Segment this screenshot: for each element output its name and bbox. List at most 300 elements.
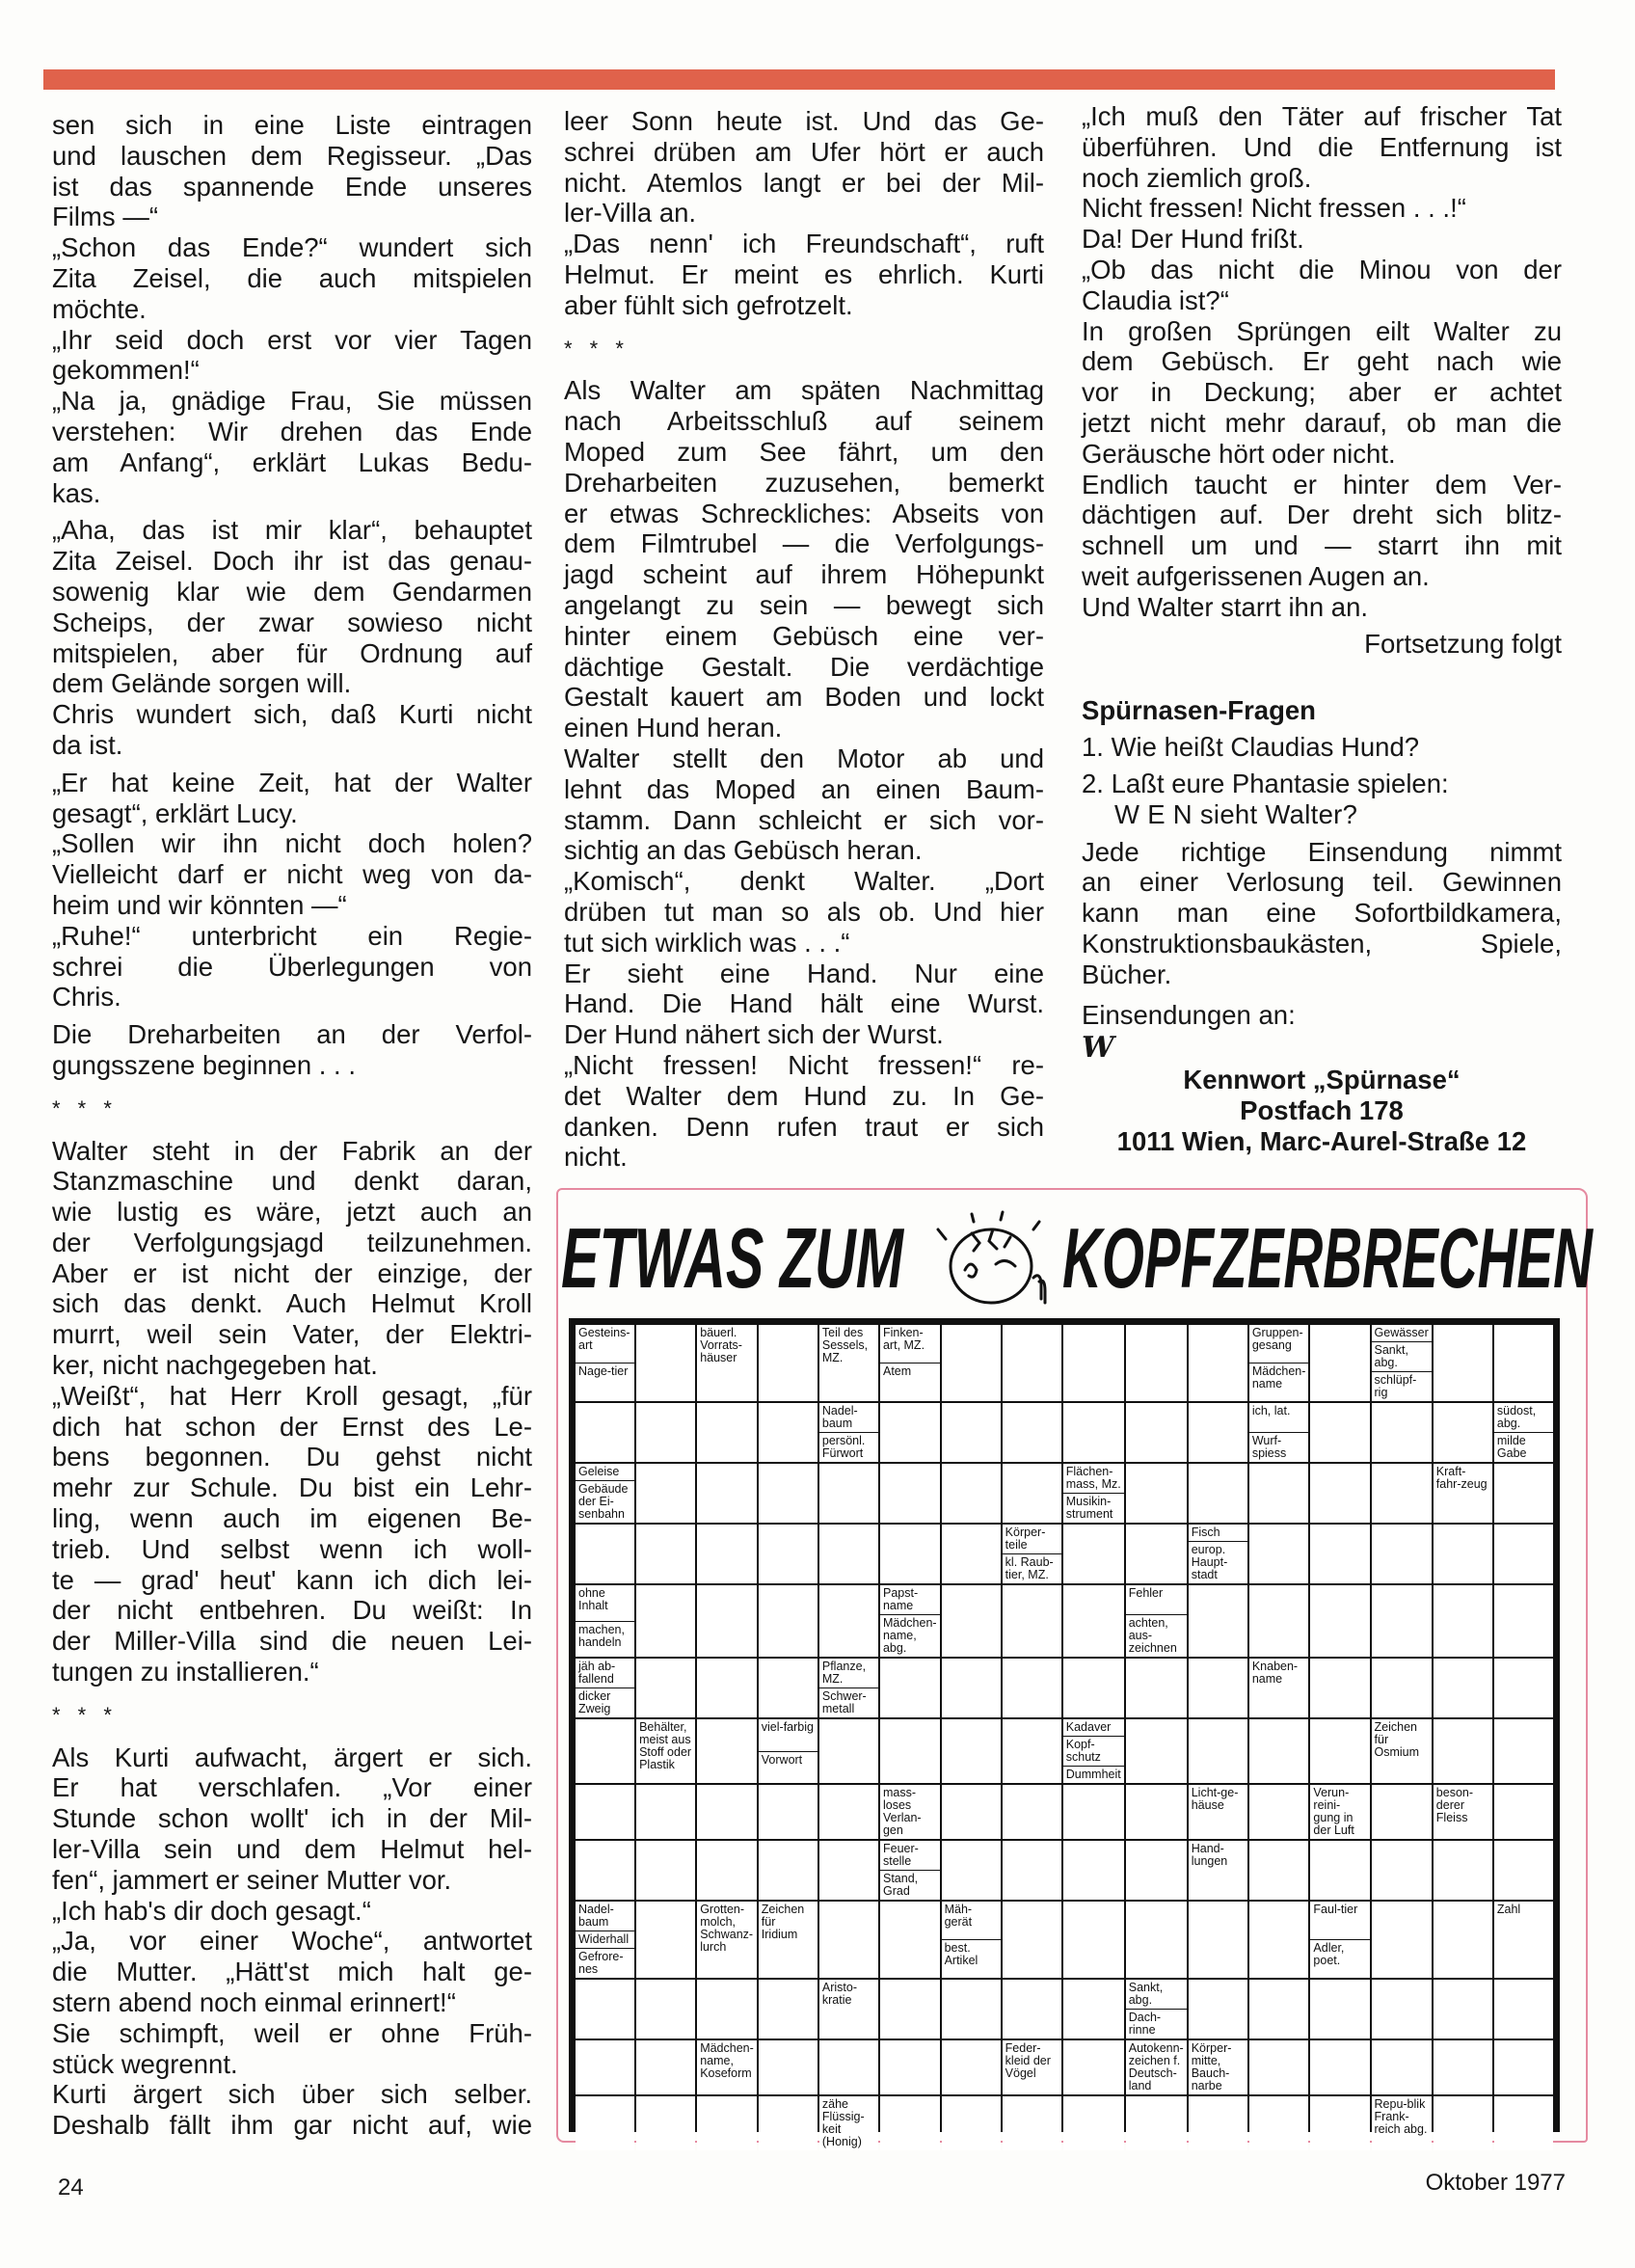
paragraph-tight-block [52,232,532,324]
text-line: aber fühlt sich gefrotzelt. [564,289,853,320]
headline-right: KOPFZERBRECHEN [1062,1210,1595,1306]
answer-cell[interactable] [1310,1585,1369,1657]
text-line: wie lustig es wäre, jetzt auch an [52,1197,532,1228]
clue-text: europ. Haupt-stadt [1189,1541,1247,1583]
text-line: „Aha, das ist mir klar“, behauptet [52,515,532,546]
answer-cell[interactable] [636,1902,695,1978]
answer-cell[interactable] [697,1464,757,1523]
paragraph-block [52,1019,532,1081]
answer-cell[interactable] [576,1980,634,2038]
answer-cell[interactable] [1063,1525,1124,1583]
text-line: schrei drüben am Ufer hört er auch [564,136,1044,167]
text-line: ker, nicht nachgegeben hat. [52,1350,378,1381]
answer-cell[interactable] [1494,1980,1553,2038]
text-line: Sie schimpft, weil er ohne Früh- [52,2017,532,2048]
answer-cell[interactable] [759,1785,818,1839]
answer-cell[interactable] [636,2096,695,2150]
text-line: * * * [52,1095,118,1120]
text-line: kann man eine Sofortbildkamera, [1082,898,1562,929]
answer-cell[interactable] [1434,2096,1492,2150]
paragraph-block [1082,837,1562,990]
answer-cell[interactable] [1003,1980,1061,2038]
answer-cell[interactable] [1372,1585,1432,1657]
answer-cell[interactable] [636,1585,695,1657]
answer-cell[interactable] [1003,1659,1061,1717]
answer-cell[interactable] [576,1841,634,1900]
paragraph-tight-block [52,699,532,761]
paragraph-tight-block [1082,470,1562,592]
answer-cell[interactable] [697,1585,757,1657]
text-line: stück wegrennt. [52,2048,238,2079]
paragraph-block [52,515,532,699]
answer-cell[interactable] [1126,1403,1187,1462]
answer-cell[interactable] [759,2096,818,2150]
clue-text: Zeichen für Osmium [1374,1720,1420,1759]
text-line: „Er hat keine Zeit, hat der Walter [52,767,532,797]
clue-text: Knaben-name [1251,1660,1299,1686]
text-line: Einsendungen an: [1082,999,1296,1030]
clue-text: Gesteins-art [578,1326,630,1352]
text-line: sichtig an das Gebüsch heran. [564,835,923,866]
answer-cell[interactable] [636,1785,695,1839]
answer-cell[interactable] [1372,1403,1432,1462]
answer-cell[interactable] [942,1403,1001,1462]
answer-cell[interactable] [1249,2096,1309,2150]
answer-cell[interactable] [759,1980,818,2038]
answer-cell[interactable] [1003,1464,1061,1523]
answer-cell[interactable] [942,1525,1001,1583]
answer-cell[interactable] [1003,1325,1061,1401]
clue-text: Hand-lungen [1191,1842,1228,1868]
clue-text: zähe Flüssig-keit (Honig) [821,2097,865,2148]
answer-cell[interactable] [697,1403,757,1462]
answer-cell[interactable] [1249,1464,1309,1523]
answer-cell[interactable] [1003,1902,1061,1978]
clue-text: ohne Inhalt [578,1586,608,1612]
answer-cell[interactable] [880,2096,940,2150]
paragraph-tight-block [52,1136,532,1381]
answer-cell[interactable] [1249,1902,1309,1978]
answer-cell[interactable] [880,1980,940,2038]
answer-cell[interactable] [1126,1719,1187,1783]
answer-cell[interactable] [1063,1980,1124,2038]
answer-cell[interactable] [1434,1980,1492,2038]
answer-cell[interactable] [942,1980,1001,2038]
answer-cell[interactable] [819,2040,878,2094]
clue-cell [1063,1464,1124,1523]
paragraph-tight-block [52,1381,532,1688]
answer-cell[interactable] [1126,1902,1187,1978]
answer-cell[interactable] [1310,1980,1369,2038]
text-line: nicht. [564,1142,628,1173]
clue-cell [576,1325,634,1401]
text-line: W E N sieht Walter? [1114,798,1358,829]
paragraph-tight-block [52,110,532,232]
text-line: mitspielen, aber für Ordnung auf [52,637,532,668]
answer-cell[interactable] [1063,1841,1124,1900]
answer-cell[interactable] [759,1659,818,1717]
text-line: 2. Laßt eure Phantasie spielen: [1082,768,1449,798]
answer-cell[interactable] [636,1659,695,1717]
answer-cell[interactable] [1189,1902,1247,1978]
answer-cell[interactable] [697,1980,757,2038]
clue-cell [880,1325,940,1401]
answer-cell[interactable] [697,1719,757,1783]
answer-cell[interactable] [636,1525,695,1583]
answer-cell[interactable] [1372,1464,1432,1523]
text-line: „Schon das Ende?“ wundert sich [52,232,532,263]
text-line: kas. [52,477,101,508]
text-line: schnell um und — starrt ihn mit [1082,530,1562,561]
clue-text: Nage-tier [576,1363,634,1401]
clue-cell [576,1464,634,1523]
clue-text: Atem [880,1363,940,1401]
text-line: dem Gelände sorgen will. [52,668,352,699]
answer-cell[interactable] [1494,1464,1553,1523]
answer-cell[interactable] [819,1719,878,1783]
answer-cell[interactable] [1310,2040,1369,2094]
clue-text: Mädchen-name, Koseform [700,2041,754,2080]
answer-cell[interactable] [1063,1325,1124,1401]
clue-text: Feder-kleid der Vögel [1005,2041,1051,2080]
answer-cell[interactable] [1310,2096,1369,2150]
answer-cell[interactable] [1372,1841,1432,1900]
answer-cell[interactable] [576,1403,634,1462]
answer-cell[interactable] [1189,1980,1247,2038]
answer-cell[interactable] [880,1464,940,1523]
answer-cell[interactable] [819,1464,878,1523]
text-line: angelangt zu sein — bewegt sich [564,589,1044,620]
answer-cell[interactable] [1434,1403,1492,1462]
paragraph-tight-block [52,828,532,920]
answer-cell[interactable] [1310,1659,1369,1717]
answer-cell[interactable] [1310,1525,1369,1583]
answer-cell[interactable] [942,2040,1001,2094]
text-line: Spürnasen-Fragen [1082,695,1316,726]
answer-cell[interactable] [1063,1659,1124,1717]
paragraph-tight-block [564,866,1044,958]
answer-cell[interactable] [819,1841,878,1900]
text-line: heim und wir könnten —“ [52,889,347,920]
answer-cell[interactable] [636,1980,695,2038]
answer-cell[interactable] [1372,1525,1432,1583]
text-line: Er sieht eine Hand. Nur eine [564,958,1044,988]
answer-cell[interactable] [1434,1585,1492,1657]
answer-cell[interactable] [1249,1585,1309,1657]
clue-cell [1372,1719,1432,1783]
clue-cell [1494,1902,1553,1978]
answer-cell[interactable] [1372,1902,1432,1978]
answer-cell[interactable] [1494,1525,1553,1583]
answer-cell[interactable] [1494,1719,1553,1783]
text-line: stamm. Dann schleicht er sich vor- [564,804,1044,835]
answer-cell[interactable] [1126,1325,1187,1401]
clue-text: Kadaver [1065,1720,1112,1734]
answer-cell[interactable] [1310,1719,1369,1783]
clue-cell [819,1659,878,1717]
clue-cell [819,1403,878,1462]
clue-text: viel-farbig [761,1720,814,1734]
text-line: weit aufgerissenen Augen an. [1082,560,1430,591]
answer-cell[interactable] [1494,1585,1553,1657]
answer-cell[interactable] [880,1403,940,1462]
text-line: „Weißt“, hat Herr Kroll gesagt, „für [52,1380,532,1411]
text-line: sen sich in eine Liste eintragen [52,110,532,140]
answer-cell[interactable] [1189,1403,1247,1462]
answer-cell[interactable] [1189,1464,1247,1523]
separator-block [52,1094,532,1124]
clue-text: Körper-teile [1005,1526,1046,1552]
answer-cell[interactable] [697,1525,757,1583]
answer-cell[interactable] [1126,1525,1187,1583]
answer-cell[interactable] [880,1525,940,1583]
text-line: „Ihr seid doch erst vor vier Tagen [52,324,532,355]
clue-text: Feuer-stelle [882,1842,919,1868]
answer-cell[interactable] [1126,1464,1187,1523]
clue-text: achten, aus-zeichnen [1126,1614,1187,1657]
answer-cell[interactable] [1434,1841,1492,1900]
paragraph-tight-block [52,1926,532,2017]
answer-cell[interactable] [1310,1403,1369,1462]
answer-cell[interactable] [1063,2040,1124,2094]
clue-text: bäuerl. Vorrats-häuser [700,1326,742,1364]
clue-text: südost, abg. [1496,1404,1537,1430]
answer-cell[interactable] [942,1325,1001,1401]
text-line: stern abend noch einmal erinnert!“ [52,1987,456,2018]
answer-cell[interactable] [636,1841,695,1900]
answer-cell[interactable] [1372,1980,1432,2038]
answer-cell[interactable] [1434,1659,1492,1717]
answer-cell[interactable] [576,1785,634,1839]
answer-cell[interactable] [759,1841,818,1900]
answer-cell[interactable] [880,2040,940,2094]
answer-cell[interactable] [1003,1403,1061,1462]
clue-text: Grotten-molch, Schwanz-lurch [700,1903,754,1954]
clue-text: Behälter, meist aus Stoff oder Plastik [639,1720,692,1771]
answer-cell[interactable] [1494,1785,1553,1839]
text-line: In großen Sprüngen eilt Walter zu [1082,315,1562,346]
text-line: Stanzmaschine und denkt daran, [52,1166,532,1197]
clue-cell [1494,1403,1553,1462]
clue-text: Nadel-baum [821,1404,858,1430]
answer-cell[interactable] [1003,1585,1061,1657]
answer-cell[interactable] [576,1719,634,1783]
clue-cell [759,1719,818,1783]
text-line: Dreharbeiten zuzusehen, bemerkt [564,467,1044,498]
answer-cell[interactable] [819,1902,878,1978]
answer-cell[interactable] [1189,2096,1247,2150]
answer-cell[interactable] [1063,1585,1124,1657]
answer-cell[interactable] [942,1719,1001,1783]
answer-cell[interactable] [1003,2096,1061,2150]
answer-cell[interactable] [759,2040,818,2094]
answer-cell[interactable] [942,1585,1001,1657]
clue-cell [1372,2096,1432,2150]
answer-cell[interactable] [1126,2096,1187,2150]
paragraph-tight-block [1082,101,1562,193]
clue-cell [1249,1403,1309,1462]
clue-text: milde Gabe [1494,1432,1553,1462]
clue-cell [576,1902,634,1978]
answer-cell[interactable] [1003,1841,1061,1900]
answer-cell[interactable] [636,2040,695,2094]
logo-block [1082,1032,1562,1065]
paragraph-tight-block [52,386,532,508]
clue-text: Repu-blik Frank-reich abg. [1374,2097,1428,2136]
answer-cell[interactable] [1249,1719,1309,1783]
answer-cell[interactable] [759,1525,818,1583]
clue-cell [1126,1980,1187,2038]
answer-cell[interactable] [1310,1464,1369,1523]
puzzle-headline [557,1201,1598,1307]
answer-cell[interactable] [1310,1841,1369,1900]
answer-cell[interactable] [942,1464,1001,1523]
heading-block [1082,695,1562,726]
answer-cell[interactable] [942,1659,1001,1717]
clue-text: Wurf-spiess [1249,1432,1309,1462]
paragraph-tight-block [52,325,532,387]
answer-cell[interactable] [1189,1325,1247,1401]
answer-cell[interactable] [1126,1785,1187,1839]
answer-cell[interactable] [1494,1841,1553,1900]
text-line: vor in Deckung; aber er achtet [1082,377,1562,408]
answer-cell[interactable] [1126,1659,1187,1717]
answer-cell[interactable] [636,1403,695,1462]
answer-cell[interactable] [697,1841,757,1900]
answer-cell[interactable] [1189,1659,1247,1717]
answer-cell[interactable] [1372,1785,1432,1839]
answer-cell[interactable] [1003,1785,1061,1839]
text-line: „Das nenn' ich Freundschaft“, ruft [564,229,1044,259]
answer-cell[interactable] [1249,2040,1309,2094]
answer-cell[interactable] [1063,2096,1124,2150]
text-line: Nicht fressen! Nicht fressen . . .!“ [1082,193,1466,224]
answer-cell[interactable] [880,1719,940,1783]
answer-cell[interactable] [1434,1902,1492,1978]
answer-cell[interactable] [942,1785,1001,1839]
answer-cell[interactable] [759,1403,818,1462]
answer-cell[interactable] [819,1785,878,1839]
answer-cell[interactable] [1126,1841,1187,1900]
text-line: trieb. Und selbst wenn ich woll- [52,1533,532,1564]
list-item-block [1082,769,1562,830]
answer-cell[interactable] [759,1464,818,1523]
paragraph-runon-block [52,2079,532,2141]
answer-cell[interactable] [1063,1403,1124,1462]
text-line: danken. Denn rufen traut er sich [564,1111,1044,1142]
answer-cell[interactable] [1249,1785,1309,1839]
answer-cell[interactable] [819,1525,878,1583]
clue-text: Mäh-gerät [944,1903,973,1929]
answer-cell[interactable] [1310,1325,1369,1401]
text-line: „Ruhe!“ unterbricht ein Regie- [52,920,532,951]
answer-cell[interactable] [1434,1719,1492,1783]
answer-cell[interactable] [697,2096,757,2150]
answer-cell[interactable] [880,1902,940,1978]
answer-cell[interactable] [1189,1585,1247,1657]
text-line: Kurti ärgert sich über sich selber. [52,2079,532,2110]
answer-cell[interactable] [819,1585,878,1657]
answer-cell[interactable] [942,2096,1001,2150]
clue-text: Flächen-mass, Mz. [1065,1465,1121,1491]
clue-cell [880,1785,940,1839]
clue-cell [1126,2040,1187,2094]
paragraph-tight-block [52,1742,532,1896]
answer-cell[interactable] [1003,1719,1061,1783]
clue-text: Mädchen-name, abg. [880,1614,940,1657]
text-line: Deshalb fällt ihm gar nicht auf, wie [52,2110,532,2141]
paragraph-tight-block [1082,193,1562,224]
answer-cell[interactable] [759,1585,818,1657]
clue-cell [1003,1525,1061,1583]
clue-cell [1434,1464,1492,1523]
text-line: Endlich taucht er hinter dem Ver- [1082,469,1562,500]
answer-cell[interactable] [1189,1719,1247,1783]
text-column-1 [52,110,532,2141]
answer-cell[interactable] [1494,1659,1553,1717]
answer-cell[interactable] [1494,2096,1553,2150]
answer-cell[interactable] [1249,1980,1309,2038]
text-line: dächtigen auf. Der dreht sich blitz- [1082,500,1562,530]
text-line: Vielleicht darf er nicht weg von da- [52,859,532,890]
clue-text: Mädchen-name [1249,1363,1309,1401]
paragraph-tight-block [1082,592,1562,623]
text-line: Films —“ [52,202,158,232]
answer-cell[interactable] [697,1659,757,1717]
answer-cell[interactable] [1434,1525,1492,1583]
clue-text: Papst-name [882,1586,919,1612]
answer-cell[interactable] [1434,1325,1492,1401]
answer-cell[interactable] [576,1525,634,1583]
answer-cell[interactable] [1249,1841,1309,1900]
answer-cell[interactable] [942,1841,1001,1900]
answer-cell[interactable] [759,1325,818,1401]
text-line: Konstruktionsbaukästen, Spiele, [1082,928,1562,958]
answer-cell[interactable] [1249,1525,1309,1583]
text-line: und lauschen dem Regisseur. „Das [52,140,532,171]
text-line: Stunde schon wollt' ich in der Mil- [52,1803,532,1834]
paragraph-tight-block [1082,316,1562,470]
answer-cell[interactable] [1063,1785,1124,1839]
clue-text: Finken-art, MZ. [882,1326,925,1352]
clue-text: schlüpf-rig [1372,1371,1432,1401]
text-line: ist das spannende Ende unseres [52,171,532,202]
clue-text: Licht-ge-häuse [1191,1786,1239,1812]
clue-text: Widerhall [576,1930,634,1948]
answer-cell[interactable] [1494,2040,1553,2094]
answer-cell[interactable] [1372,2040,1432,2094]
text-line: Chris wundert sich, daß Kurti nicht [52,699,532,730]
answer-cell[interactable] [697,1785,757,1839]
clue-text: Faul-tier [1313,1903,1358,1916]
text-line: Er hat verschlafen. „Vor einer [52,1772,532,1803]
clue-text: Schwer-metall [819,1688,878,1717]
answer-cell[interactable] [636,1325,695,1401]
answer-cell[interactable] [576,2096,634,2150]
answer-cell[interactable] [636,1464,695,1523]
answer-cell[interactable] [1063,1902,1124,1978]
answer-cell[interactable] [576,2040,634,2094]
clue-cell [942,1902,1001,1978]
clue-cell [1003,2040,1061,2094]
text-line: der nicht entbehren. Du weißt: In [52,1595,532,1626]
clue-cell [1126,1585,1187,1657]
answer-cell[interactable] [1434,2040,1492,2094]
answer-cell[interactable] [1494,1325,1553,1401]
answer-cell[interactable] [1372,1659,1432,1717]
answer-cell[interactable] [880,1659,940,1717]
clue-cell [697,1325,757,1401]
